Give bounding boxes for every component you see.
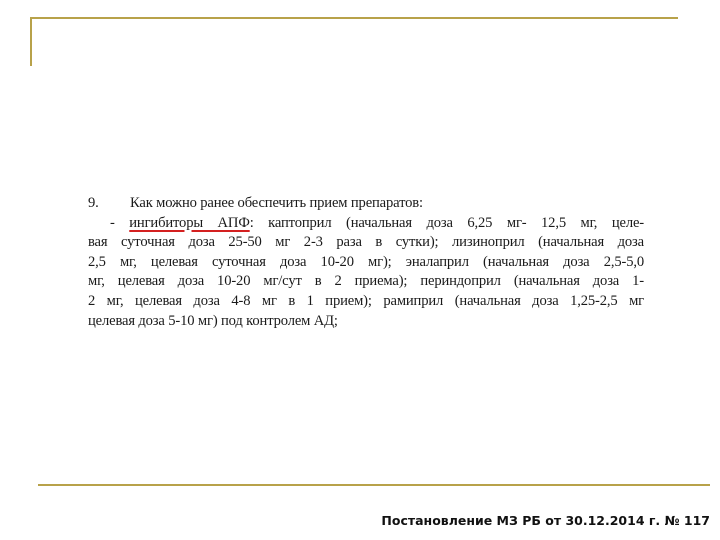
item-heading xyxy=(88,194,644,214)
frame-top-rule xyxy=(30,17,678,19)
paragraph-line-3: 2,5 мг, целевая суточная доза 10-20 мг); эналаприл (начальная доза 2,5-5,0 xyxy=(88,253,644,270)
item-number: 9. xyxy=(88,195,99,211)
underlined-term: ингибиторы АПФ xyxy=(129,214,250,231)
line-1-rest: : каптоприл (начальная доза 6,25 мг- 12,5 мг, целе- xyxy=(249,214,644,231)
frame-left-rule xyxy=(30,17,32,66)
paragraph-line-2: вая суточная доза 25-50 мг 2-3 раза в сутки); лизиноприл (начальная доза xyxy=(88,234,644,251)
footer-citation: Постановление МЗ РБ от 30.12.2014 г. № 117 xyxy=(381,513,710,528)
heading-text: Как можно ранее обеспечить прием препаратов: xyxy=(130,195,423,211)
paragraph-line-5: 2 мг, целевая доза 4-8 мг в 1 прием); рамиприл (начальная доза 1,25-2,5 мг xyxy=(88,292,644,309)
document-excerpt xyxy=(88,194,644,331)
bullet-prefix: - xyxy=(110,214,130,231)
paragraph-line-6: целевая доза 5-10 мг) под контролем АД; xyxy=(88,312,338,329)
paragraph-line-4: мг, целевая доза 10-20 мг/сут в 2 приема); периндоприл (начальная доза 1- xyxy=(88,273,644,290)
paragraph-line-1 xyxy=(88,214,644,234)
frame-bottom-rule xyxy=(38,484,710,486)
